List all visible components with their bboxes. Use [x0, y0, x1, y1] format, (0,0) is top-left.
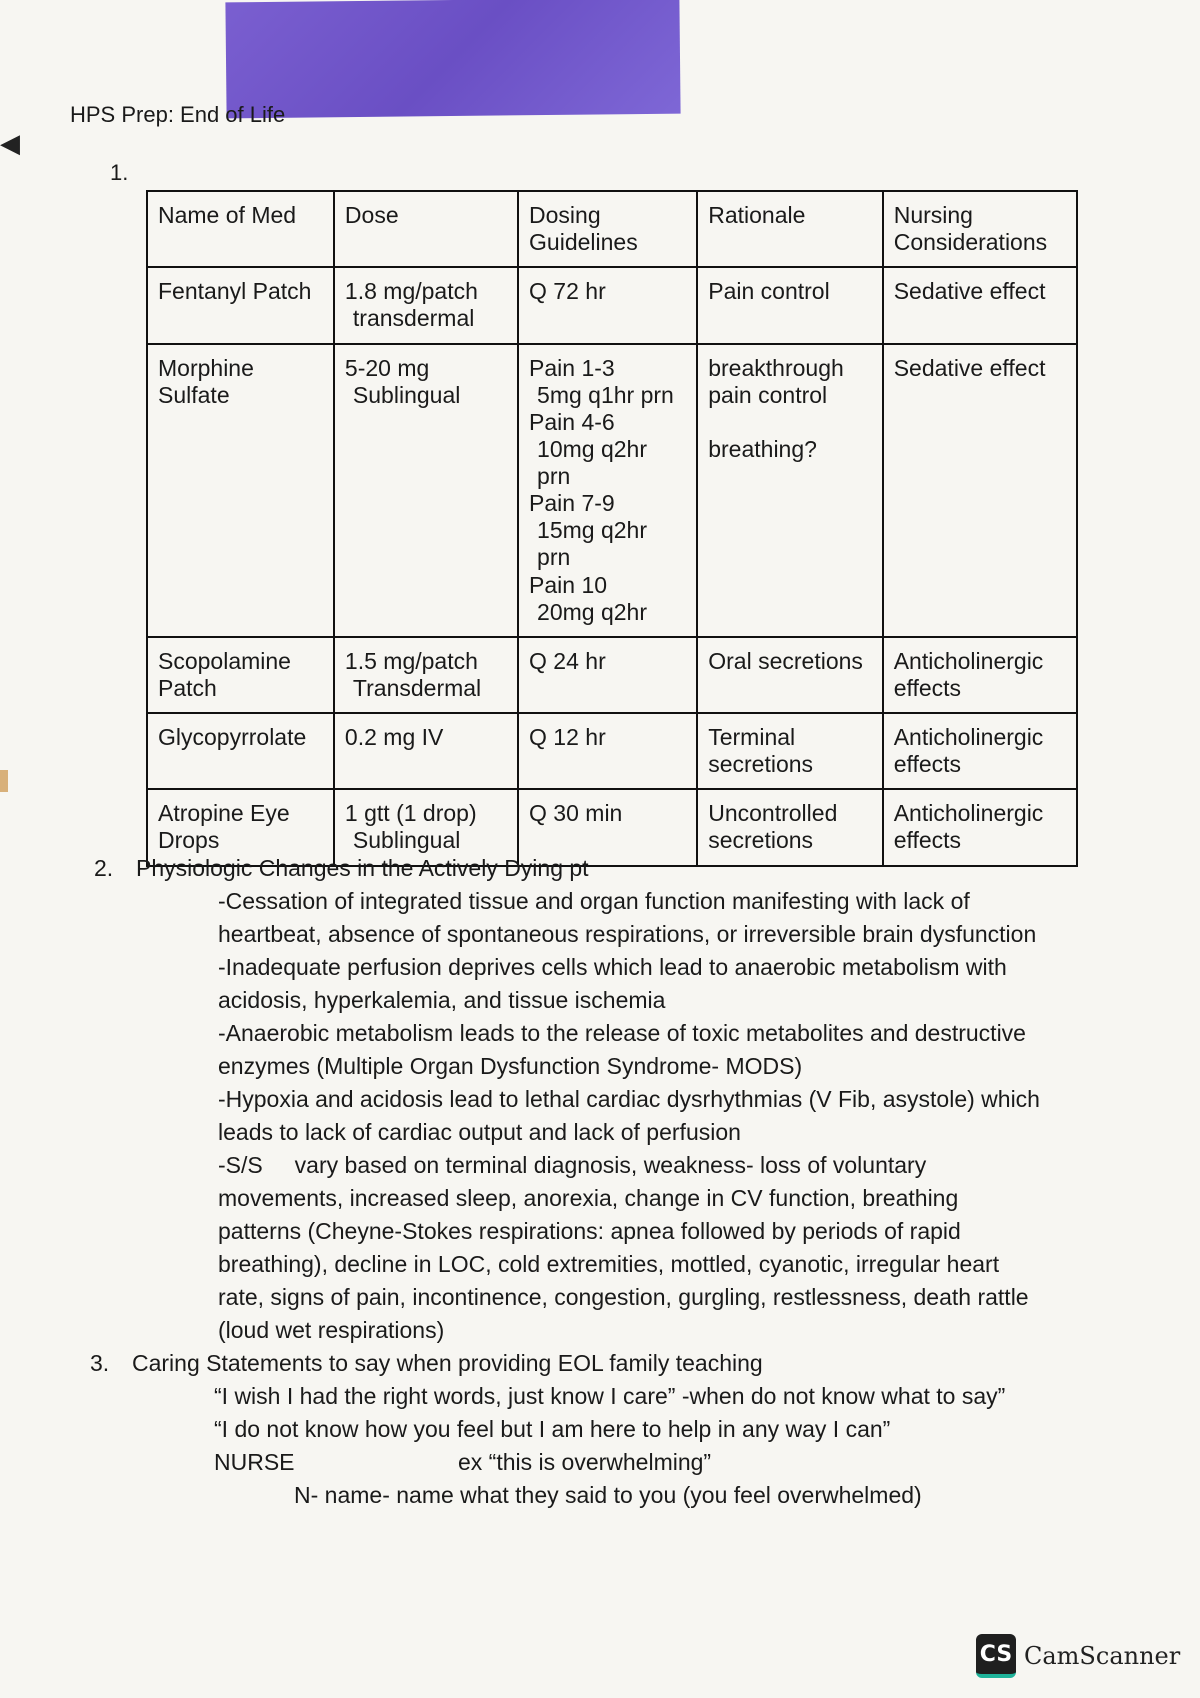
cell-line: Oral secretions	[708, 647, 863, 674]
section2-body	[94, 885, 1104, 1347]
cell-line: 10mg q2hr prn	[537, 435, 647, 489]
cell-line: Transdermal	[352, 674, 482, 701]
cell-line: Sublingual	[352, 381, 461, 408]
cell-line: 20mg q2hr	[537, 598, 647, 625]
cell-line: effects	[893, 674, 962, 701]
cell-name	[147, 344, 334, 637]
cell-line: Sublingual	[352, 827, 461, 854]
table-row	[147, 344, 1077, 637]
cell-line: Glycopyrrolate	[158, 724, 307, 750]
cell-line: 1.8 mg/patch	[344, 278, 478, 305]
cell-line: Sedative effect	[893, 354, 1046, 381]
caring-statement: “I wish I had the right words, just know I care” -when do not know what to say”	[214, 1383, 1006, 1409]
cell-line: Anticholinergic	[893, 724, 1044, 750]
cell-line: 15mg q2hr prn	[537, 517, 647, 571]
cell-line: Pain 7-9	[529, 490, 615, 517]
cell-line: Anticholinergic	[893, 647, 1044, 674]
header-cell: Dosing Guidelines	[518, 191, 697, 267]
cell-rationale	[697, 637, 882, 713]
cell-line: effects	[893, 827, 962, 854]
cell-line: Pain control	[708, 278, 830, 305]
nurse-row	[214, 1446, 1100, 1479]
cell-line: Pain 10	[529, 571, 608, 598]
cell-line	[708, 409, 871, 436]
cell-rationale	[697, 344, 882, 637]
cell-line: breathing?	[708, 435, 817, 462]
section3-body	[90, 1380, 1100, 1512]
cell-line: 1 gtt (1 drop)	[344, 800, 477, 827]
table-header-row	[147, 191, 1077, 267]
header-cell: Rationale	[697, 191, 882, 267]
cell-name	[147, 637, 334, 713]
cell-line: Patch	[158, 674, 217, 701]
cell-line: secretions	[708, 827, 814, 854]
cell-nursing	[883, 713, 1077, 789]
header-cell: Name of Med	[147, 191, 334, 267]
body-line: -S/S vary based on terminal diagnosis, weakness- loss of voluntary	[218, 1152, 927, 1178]
cell-line: transdermal	[352, 305, 475, 332]
cell-line: effects	[893, 751, 962, 778]
cell-line: Anticholinergic	[893, 800, 1044, 827]
nurse-label: NURSE	[214, 1449, 295, 1475]
cell-line: Q 12 hr	[529, 724, 606, 750]
header-cell: Nursing Considerations	[883, 191, 1077, 267]
cell-line: Morphine	[158, 354, 254, 381]
table-row	[147, 267, 1077, 343]
cell-line: Sedative effect	[893, 278, 1046, 305]
medication-table	[146, 190, 1078, 867]
section3	[90, 1347, 1100, 1512]
redaction-block	[225, 0, 680, 118]
section3-heading: Caring Statements to say when providing EOL family teaching	[132, 1350, 763, 1376]
cell-line: Q 30 min	[529, 800, 623, 827]
body-line: breathing), decline in LOC, cold extremities, mottled, cyanotic, irregular heart	[218, 1251, 1000, 1277]
body-line: (loud wet respirations)	[218, 1317, 445, 1343]
cell-nursing	[883, 344, 1077, 637]
cell-dose	[334, 344, 518, 637]
cell-guidelines	[518, 344, 697, 637]
cell-nursing	[883, 267, 1077, 343]
body-line: -Hypoxia and acidosis lead to lethal cardiac dysrhythmias (V Fib, asystole) which	[218, 1086, 1040, 1112]
section2	[94, 852, 1104, 1347]
cell-line: 1.5 mg/patch	[344, 647, 478, 674]
cell-guidelines	[518, 637, 697, 713]
table-row	[147, 713, 1077, 789]
body-line: acidosis, hyperkalemia, and tissue ischemia	[218, 987, 666, 1013]
cell-nursing	[883, 637, 1077, 713]
cell-dose	[334, 713, 518, 789]
body-line: patterns (Cheyne-Stokes respirations: apnea followed by periods of rapid	[218, 1218, 961, 1244]
scan-edge-mark: ◀	[0, 128, 20, 158]
cell-rationale	[697, 713, 882, 789]
body-line: -Cessation of integrated tissue and organ function manifesting with lack of	[218, 888, 970, 914]
header-cell: Dose	[334, 191, 518, 267]
cell-guidelines	[518, 267, 697, 343]
section1-number: 1.	[110, 160, 129, 185]
cell-line: secretions	[708, 751, 814, 778]
page-title: HPS Prep: End of Life	[70, 102, 286, 127]
cell-line: Uncontrolled	[708, 800, 838, 827]
cell-dose	[334, 637, 518, 713]
camscanner-watermark	[976, 1634, 1180, 1678]
nurse-example: ex “this is overwhelming”	[458, 1449, 712, 1475]
cell-line: Q 72 hr	[529, 278, 606, 305]
cell-name	[147, 267, 334, 343]
camscanner-brand: CamScanner	[1024, 1642, 1181, 1670]
body-line: enzymes (Multiple Organ Dysfunction Syndrome- MODS)	[218, 1053, 803, 1079]
cell-line: Sulfate	[158, 381, 230, 408]
camscanner-logo-icon: CS	[976, 1634, 1016, 1678]
cell-line: Drops	[158, 827, 220, 854]
body-line: -Inadequate perfusion deprives cells which lead to anaerobic metabolism with	[218, 954, 1007, 980]
section3-number: 3.	[90, 1350, 110, 1376]
cell-line: 5mg q1hr prn	[537, 381, 674, 408]
cell-guidelines	[518, 713, 697, 789]
cell-line: Pain 1-3	[529, 354, 615, 381]
cell-line: Terminal	[708, 724, 796, 750]
caring-statement: “I do not know how you feel but I am here to help in any way I can”	[214, 1416, 891, 1442]
cell-line: Pain 4-6	[529, 408, 615, 435]
cell-line: pain control	[708, 381, 828, 408]
cell-line: Atropine Eye	[158, 800, 290, 827]
cell-line: Fentanyl Patch	[158, 278, 312, 305]
scan-edge-tab	[0, 770, 8, 792]
cell-line: Q 24 hr	[529, 647, 606, 674]
section2-number: 2.	[94, 855, 114, 881]
section2-heading: Physiologic Changes in the Actively Dying pt	[136, 855, 589, 881]
cell-dose	[334, 267, 518, 343]
body-line: leads to lack of cardiac output and lack of perfusion	[218, 1119, 741, 1145]
cell-line: 0.2 mg IV	[344, 724, 444, 750]
body-line: -Anaerobic metabolism leads to the release of toxic metabolites and destructive	[218, 1020, 1026, 1046]
cell-line: breakthrough	[708, 354, 844, 381]
table-row	[147, 637, 1077, 713]
cell-line: 5-20 mg	[344, 354, 430, 381]
body-line: movements, increased sleep, anorexia, change in CV function, breathing	[218, 1185, 959, 1211]
body-line: heartbeat, absence of spontaneous respirations, or irreversible brain dysfunction	[218, 921, 1037, 947]
body-line: rate, signs of pain, incontinence, congestion, gurgling, restlessness, death rattle	[218, 1284, 1029, 1310]
nurse-n-line: N- name- name what they said to you (you feel overwhelmed)	[294, 1482, 922, 1508]
cell-rationale	[697, 267, 882, 343]
cell-line: Scopolamine	[158, 647, 291, 674]
cell-name	[147, 713, 334, 789]
